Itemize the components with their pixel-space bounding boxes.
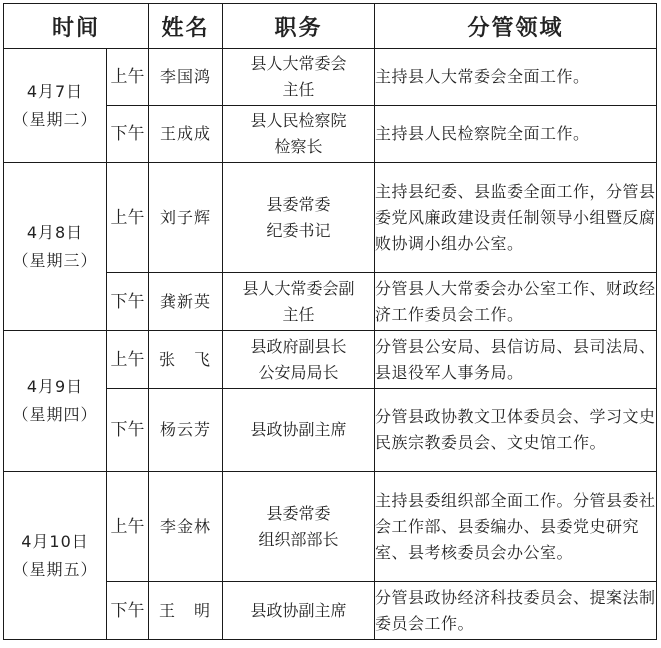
position-line: 县人大常委会副 — [242, 278, 355, 298]
person-name-part: 飞 — [194, 349, 211, 369]
person-name — [149, 331, 223, 389]
weekday-label: （星期五） — [12, 559, 98, 579]
weekday-label: （星期二） — [12, 109, 98, 129]
person-name-part: 明 — [194, 600, 211, 620]
person-name-part: 张 — [159, 349, 176, 369]
weekday-label: （星期四） — [12, 405, 98, 424]
position-line: 主任 — [282, 304, 315, 324]
schedule-table — [3, 3, 657, 640]
half-day-label: 上午 — [107, 163, 149, 273]
person-name: 李金林 — [149, 472, 223, 582]
position-line: 县人大常委会 — [250, 54, 347, 73]
position-line: 公安局局长 — [258, 362, 339, 382]
scope-cell: 主持县人大常委会全面工作。 — [375, 49, 657, 106]
date-label: 4月10日 — [21, 531, 89, 551]
table-row — [4, 49, 657, 106]
header-position: 职务 — [223, 4, 375, 49]
position-cell — [223, 582, 375, 640]
table-row — [4, 331, 657, 389]
position-cell — [223, 331, 375, 389]
position-line: 检察长 — [274, 137, 323, 156]
position-cell — [223, 49, 375, 106]
scope-cell: 主持县人民检察院全面工作。 — [375, 106, 657, 163]
date-label: 4月7日 — [26, 81, 84, 101]
table-row — [4, 472, 657, 582]
date-cell — [4, 49, 107, 163]
date-label: 4月8日 — [26, 222, 84, 242]
position-cell — [223, 472, 375, 582]
scope-cell: 分管县政协经济科技委员会、提案法制委员会工作。 — [375, 582, 657, 640]
position-line: 县委常委 — [266, 503, 331, 523]
date-cell — [4, 472, 107, 640]
position-line: 主任 — [282, 80, 315, 99]
position-cell — [223, 163, 375, 273]
half-day-label: 下午 — [107, 389, 149, 472]
date-cell — [4, 331, 107, 472]
person-name-part: 王 — [159, 600, 176, 620]
person-name: 杨云芳 — [149, 389, 223, 472]
half-day-label: 上午 — [107, 331, 149, 389]
half-day-label: 上午 — [107, 472, 149, 582]
position-cell — [223, 273, 375, 331]
person-name: 龚新英 — [149, 273, 223, 331]
position-line: 县政府副县长 — [250, 336, 347, 356]
half-day-label: 下午 — [107, 273, 149, 331]
half-day-label: 下午 — [107, 582, 149, 640]
person-name: 李国鸿 — [149, 49, 223, 106]
scope-cell: 主持县纪委、县监委全面工作，分管县委党风廉政建设责任制领导小组暨反腐败协调小组办公室。 — [375, 163, 657, 273]
header-name: 姓名 — [149, 4, 223, 49]
scope-cell: 主持县委组织部全面工作。分管县委社会工作部、县委编办、县委党史研究室、县考核委员会办公室。 — [375, 472, 657, 582]
half-day-label: 下午 — [107, 106, 149, 163]
header-scope: 分管领域 — [375, 4, 657, 49]
position-cell — [223, 389, 375, 472]
position-line: 县政协副主席 — [250, 420, 347, 439]
table-row — [4, 163, 657, 273]
weekday-label: （星期三） — [12, 250, 98, 270]
scope-cell: 分管县政协教文卫体委员会、学习文史民族宗教委员会、文史馆工作。 — [375, 389, 657, 472]
position-line: 县政协副主席 — [250, 600, 347, 620]
date-label: 4月9日 — [26, 377, 84, 396]
position-cell — [223, 106, 375, 163]
person-name: 刘子辉 — [149, 163, 223, 273]
position-line: 县人民检察院 — [250, 111, 347, 130]
position-line: 组织部部长 — [258, 529, 339, 549]
scope-cell: 分管县人大常委会办公室工作、财政经济工作委员会工作。 — [375, 273, 657, 331]
person-name — [149, 582, 223, 640]
scope-cell: 分管县公安局、县信访局、县司法局、县退役军人事务局。 — [375, 331, 657, 389]
header-row — [4, 4, 657, 49]
position-line: 县委常委 — [266, 194, 331, 214]
position-line: 纪委书记 — [266, 220, 331, 240]
half-day-label: 上午 — [107, 49, 149, 106]
date-cell — [4, 163, 107, 331]
header-time: 时间 — [4, 4, 149, 49]
person-name: 王成成 — [149, 106, 223, 163]
